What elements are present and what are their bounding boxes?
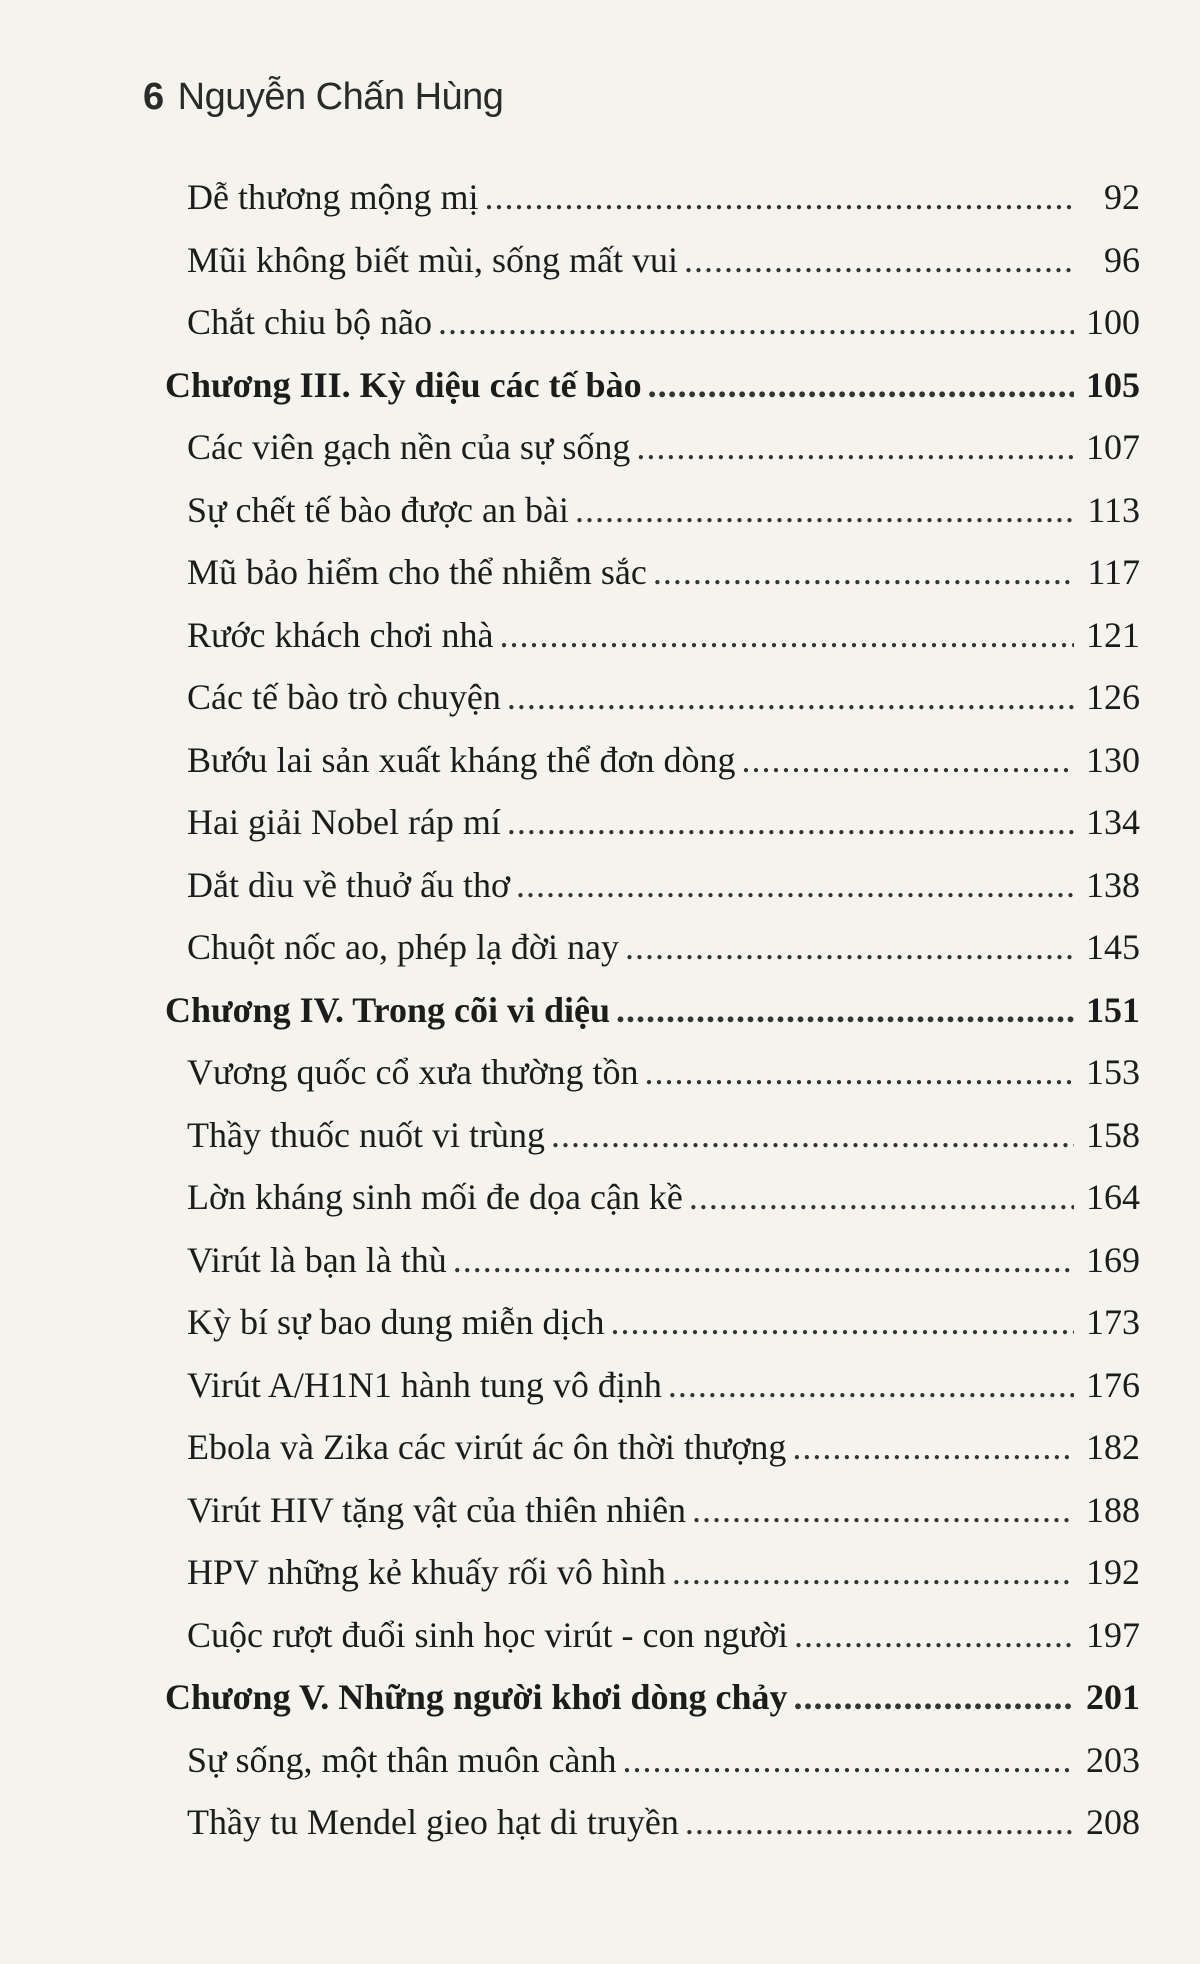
dot-leader — [623, 1729, 1075, 1792]
toc-entry-page: 173 — [1086, 1302, 1140, 1342]
dot-leader — [672, 1541, 1074, 1604]
toc-entry — [143, 479, 1140, 542]
toc-entry — [143, 1354, 1140, 1417]
toc-entry-page: 100 — [1086, 302, 1140, 342]
toc-entry-page: 176 — [1086, 1364, 1140, 1405]
toc-entry-page: 113 — [1087, 489, 1140, 530]
toc-entry — [143, 1291, 1140, 1354]
toc-entry — [143, 1041, 1140, 1104]
toc-entry-page: 158 — [1086, 1114, 1140, 1155]
toc-entry — [143, 541, 1140, 604]
toc-entry-page: 130 — [1086, 739, 1140, 780]
toc-entry-title: Kỳ bí sự bao dung miễn dịch — [187, 1302, 605, 1342]
dot-leader — [500, 604, 1075, 667]
toc-entry-page: 138 — [1086, 864, 1140, 905]
toc-entry — [143, 1791, 1140, 1854]
dot-leader — [551, 1104, 1074, 1167]
dot-leader — [689, 1166, 1074, 1229]
toc-entry — [143, 291, 1140, 354]
toc-entry-title: Virút HIV tặng vật của thiên nhiên — [187, 1489, 687, 1530]
dot-leader — [653, 541, 1074, 604]
dot-leader — [668, 1354, 1074, 1417]
toc-entry-title: Chắt chiu bộ não — [187, 302, 432, 342]
toc-entry-title: Vương quốc cổ xưa thường tồn — [187, 1052, 639, 1092]
dot-leader — [438, 291, 1074, 354]
toc-entry — [143, 416, 1140, 479]
dot-leader — [645, 1041, 1074, 1104]
toc-entry-title: Mũi không biết mùi, sống mất vui — [187, 239, 678, 280]
toc-entry-page: 197 — [1086, 1614, 1140, 1655]
toc-entry — [143, 666, 1140, 729]
toc-entry — [143, 166, 1140, 229]
toc-entry — [143, 1729, 1140, 1792]
dot-leader — [625, 916, 1074, 979]
dot-leader — [453, 1229, 1074, 1292]
toc-entry — [143, 791, 1140, 854]
toc-entry-page: 96 — [1104, 239, 1140, 280]
toc-entry-page: 117 — [1087, 552, 1140, 592]
toc-entry — [143, 1166, 1140, 1229]
dot-leader — [575, 479, 1074, 542]
toc-entry-title: Ebola và Zika các virút ác ôn thời thượng — [187, 1427, 787, 1467]
toc-chapter-entry — [143, 1666, 1140, 1729]
toc-entry — [143, 1604, 1140, 1667]
toc-entry-page: 182 — [1086, 1427, 1140, 1467]
toc-chapter-entry — [143, 354, 1140, 417]
toc-chapter-entry — [143, 979, 1140, 1042]
dot-leader — [792, 1416, 1074, 1479]
toc-entry — [143, 1104, 1140, 1167]
dot-leader — [648, 354, 1074, 417]
toc-entry-page: 208 — [1086, 1802, 1140, 1842]
toc-entry-page: 188 — [1086, 1489, 1140, 1530]
toc-entry-title: Rước khách chơi nhà — [187, 614, 494, 655]
running-head — [143, 72, 1140, 122]
dot-leader — [485, 166, 1074, 229]
dot-leader — [610, 1291, 1074, 1354]
toc-entry-page: 126 — [1086, 677, 1140, 717]
dot-leader — [794, 1604, 1074, 1667]
toc-entry-page: 105 — [1086, 364, 1140, 405]
toc-entry — [143, 229, 1140, 292]
toc-entry — [143, 854, 1140, 917]
toc-entry-page: 107 — [1086, 427, 1140, 467]
page-number: 6 — [143, 76, 164, 118]
toc-entry-title: Sự sống, một thân muôn cành — [187, 1739, 617, 1780]
dot-leader — [507, 666, 1074, 729]
toc-entry — [143, 1229, 1140, 1292]
toc-entry-page: 203 — [1086, 1739, 1140, 1780]
toc-entry-page: 164 — [1086, 1177, 1140, 1217]
toc-entry — [143, 916, 1140, 979]
dot-leader — [636, 416, 1074, 479]
toc-entry — [143, 1541, 1140, 1604]
dot-leader — [516, 854, 1074, 917]
author-name: Nguyễn Chấn Hùng — [177, 76, 504, 118]
toc-entry-title: Dễ thương mộng mị — [187, 177, 479, 217]
toc-entry-title: Virút A/H1N1 hành tung vô định — [187, 1364, 662, 1405]
dot-leader — [742, 729, 1074, 792]
dot-leader — [685, 1791, 1074, 1854]
toc-entry-page: 153 — [1086, 1052, 1140, 1092]
dot-leader — [684, 229, 1074, 292]
toc-entry-title: Các tế bào trò chuyện — [187, 677, 501, 717]
toc-entry-title: Chương III. Kỳ diệu các tế bào — [165, 364, 642, 405]
toc-entry — [143, 604, 1140, 667]
toc-entry-title: Virút là bạn là thù — [187, 1239, 447, 1280]
toc-entry-title: Chương V. Những người khơi dòng chảy — [165, 1677, 788, 1717]
toc-entry-page: 92 — [1104, 177, 1140, 217]
toc-entry-title: Sự chết tế bào được an bài — [187, 489, 569, 530]
table-of-contents — [143, 166, 1140, 1854]
toc-entry-page: 201 — [1086, 1677, 1140, 1717]
toc-entry-title: HPV những kẻ khuấy rối vô hình — [187, 1552, 666, 1592]
toc-entry — [143, 1416, 1140, 1479]
dot-leader — [507, 791, 1074, 854]
toc-entry-page: 134 — [1086, 802, 1140, 842]
toc-entry-title: Thầy thuốc nuốt vi trùng — [187, 1114, 545, 1155]
toc-entry-title: Chuột nốc ao, phép lạ đời nay — [187, 927, 619, 967]
toc-entry-title: Mũ bảo hiểm cho thể nhiễm sắc — [187, 552, 647, 592]
dot-leader — [616, 979, 1074, 1042]
toc-entry-page: 151 — [1086, 989, 1140, 1030]
toc-entry — [143, 729, 1140, 792]
toc-entry-title: Lờn kháng sinh mối đe dọa cận kề — [187, 1177, 683, 1217]
toc-entry-title: Các viên gạch nền của sự sống — [187, 427, 631, 467]
toc-entry-title: Dắt dìu về thuở ấu thơ — [187, 864, 511, 905]
toc-entry-page: 121 — [1086, 614, 1140, 655]
toc-entry-title: Hai giải Nobel ráp mí — [187, 802, 501, 842]
dot-leader — [692, 1479, 1074, 1542]
toc-entry-title: Cuộc rượt đuổi sinh học virút - con người — [187, 1614, 789, 1655]
toc-entry-page: 145 — [1086, 927, 1140, 967]
toc-entry-title: Bướu lai sản xuất kháng thể đơn dòng — [187, 739, 736, 780]
toc-entry-page: 169 — [1086, 1239, 1140, 1280]
toc-entry-page: 192 — [1086, 1552, 1140, 1592]
dot-leader — [794, 1666, 1074, 1729]
toc-entry — [143, 1479, 1140, 1542]
toc-entry-title: Chương IV. Trong cõi vi diệu — [165, 989, 610, 1030]
toc-entry-title: Thầy tu Mendel gieo hạt di truyền — [187, 1802, 679, 1842]
